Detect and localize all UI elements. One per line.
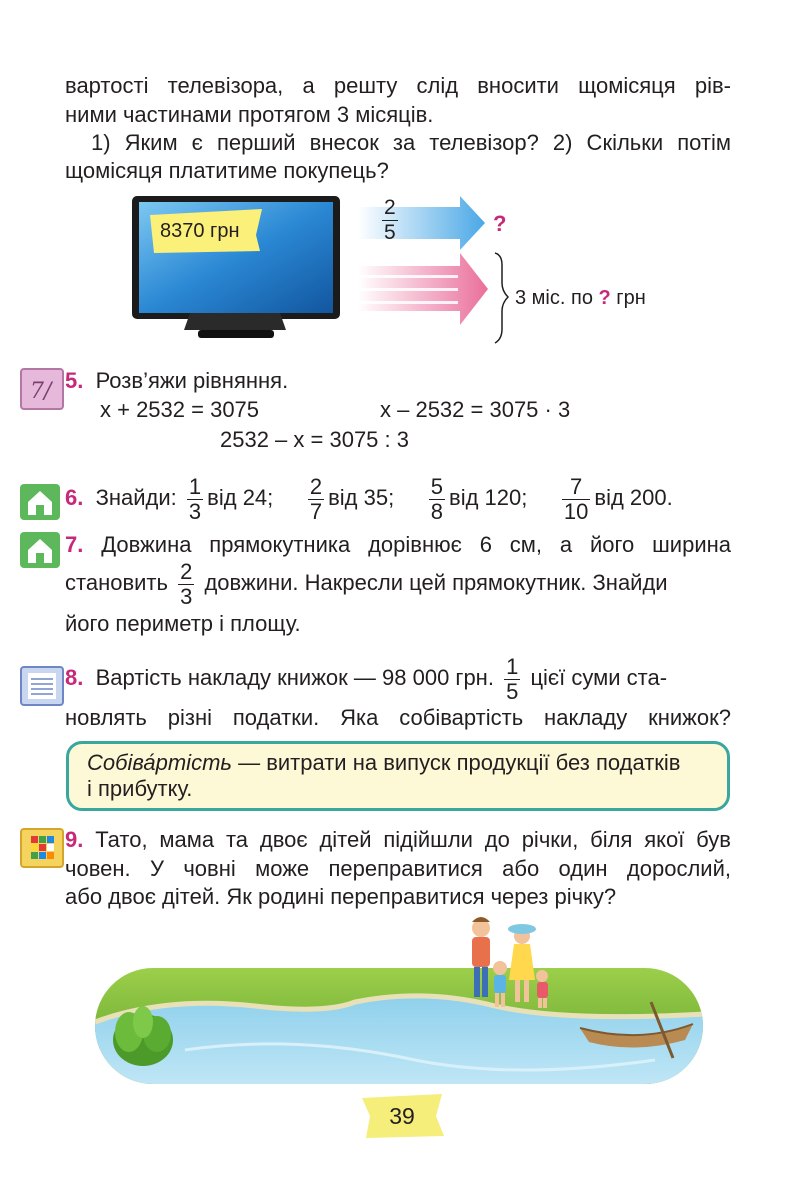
- task-9-line-1: [65, 826, 731, 854]
- monthly-payment-label: [515, 284, 646, 312]
- task7-frac-den: 3: [180, 583, 193, 609]
- currency-text: грн: [616, 287, 646, 309]
- task-6-row: [65, 468, 673, 528]
- logic-task-icon: [20, 828, 64, 868]
- task-9-line-3: або двоє дітей. Як родині переправитися через річку?: [65, 884, 617, 909]
- task6-frac-4-den: 10: [563, 498, 589, 524]
- house-icon-2: [20, 532, 60, 568]
- notebook-task-icon: [20, 666, 64, 706]
- task-7-text-2a: становить: [65, 570, 168, 595]
- page-number: 39: [389, 1103, 415, 1129]
- task6-frac-1-den: 3: [188, 498, 202, 524]
- task-5-title: Розв’яжи рівняння.: [95, 368, 289, 393]
- task-7-text-2b: довжини. Накресли цей прямокутник. Знайди: [204, 570, 668, 595]
- intro-line-2: ними частинами протягом 3 місяців.: [65, 102, 434, 127]
- diagram-fraction: [382, 196, 398, 245]
- equation-2: x – 2532 = 3075 · 3: [380, 397, 571, 422]
- task-8-line-2: новлять різні податки. Яка собівартість накладу книжок?: [65, 705, 731, 730]
- intro-line-4: щомісяця платитиме покупець?: [65, 158, 389, 183]
- task-7-line-2: [65, 556, 668, 610]
- intro-line-3: 1) Яким є перший внесок за телевізор? 2) Скільки потім: [91, 130, 731, 155]
- monthly-question: ?: [598, 287, 611, 309]
- task-6-number: 6.: [65, 485, 84, 510]
- oral-task-icon: [20, 368, 64, 410]
- task-7-text-1: Довжина прямокутника дорівнює 6 см, а його ширина: [101, 532, 731, 557]
- intro-line-1: вартості телевізора, а решту слід вносити щомісяця рів-: [65, 73, 731, 98]
- equation-1: x + 2532 = 3075: [100, 397, 260, 422]
- fraction-denominator: 5: [384, 221, 396, 244]
- task8-frac-den: 5: [506, 678, 519, 704]
- notebook-icon: [22, 668, 62, 704]
- task-6-label: Знайди:: [95, 485, 177, 510]
- task6-frac-2-num: 2: [309, 473, 323, 499]
- task-8-text-1b: цієї суми ста-: [530, 665, 668, 690]
- tv-price-label: 8370 грн: [160, 220, 240, 242]
- task6-frac-3-num: 5: [430, 473, 444, 499]
- task6-item-1: від 24;: [207, 485, 274, 510]
- equation-3: 2532 – x = 3075 : 3: [220, 427, 409, 452]
- task8-frac-num: 1: [506, 653, 519, 679]
- svg-text:7/: 7/: [30, 379, 52, 404]
- task6-item-4: від 200.: [594, 485, 673, 510]
- note-line-2: і прибутку.: [87, 776, 193, 801]
- task-8-number: 8.: [65, 665, 84, 690]
- river-scene: [95, 910, 705, 1085]
- task-7-number: 7.: [65, 532, 84, 557]
- homework-icon: [20, 484, 60, 520]
- task-5-heading: [65, 367, 288, 395]
- task6-frac-2-den: 7: [309, 498, 323, 524]
- house-icon: [20, 484, 60, 520]
- homework-icon-2: [20, 532, 60, 568]
- task-7-line-1: [65, 531, 731, 559]
- first-payment-question: ?: [493, 211, 507, 236]
- fraction-numerator: 2: [384, 196, 396, 219]
- task-5-number: 5.: [65, 368, 84, 393]
- task-9-line-2: човен. У човні може переправитися або один дорослий,: [65, 856, 731, 881]
- river-family-illustration: [95, 910, 705, 1085]
- note-term: Собіва́ртість: [87, 750, 232, 775]
- task-8-text-1a: Вартість накладу книжок — 98 000 грн.: [95, 665, 494, 690]
- definition-note: [66, 741, 730, 811]
- task6-item-2: від 35;: [328, 485, 395, 510]
- task7-frac-num: 2: [180, 558, 193, 584]
- task-7-line-3: його периметр і площу.: [65, 611, 301, 636]
- task-9-number: 9.: [65, 827, 84, 852]
- task-8-line-1: [65, 650, 667, 706]
- task6-frac-3-den: 8: [430, 498, 444, 524]
- task6-frac-1-num: 1: [188, 473, 202, 499]
- rubik-cube-icon: [22, 830, 62, 866]
- oral-task-symbol-icon: [22, 370, 62, 408]
- task-9-text-1: Тато, мама та двоє дітей підійшли до річки, біля якої був: [95, 827, 731, 852]
- months-text: 3 міс. по: [515, 287, 593, 309]
- task6-frac-4-num: 7: [562, 475, 590, 500]
- task6-item-3: від 120;: [449, 485, 528, 510]
- note-definition: — витрати на випуск продукції без податків: [231, 750, 681, 775]
- note-line-1: [87, 750, 681, 776]
